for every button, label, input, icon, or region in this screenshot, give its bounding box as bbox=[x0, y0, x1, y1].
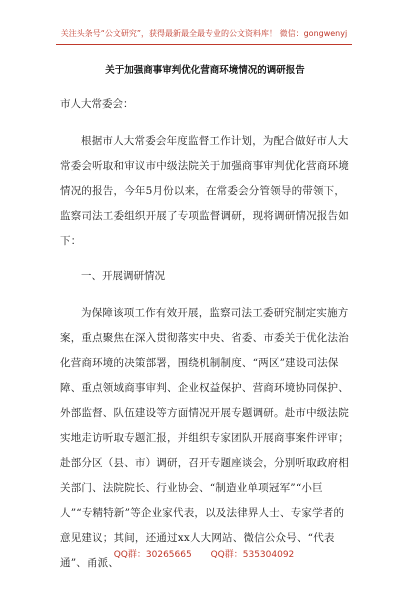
paragraph-body: 为保障该项工作有效开展，监察司法工委研究制定实施方案，重点聚焦在深入贯彻落实中央、省委、市委关于优化法治化营商环境的决策部署，围绕机制制度、“两区”建设司法保障、重点领域商事审判、企业权益保护、营商环境协同保护、外部监督、队伍建设等方面情况开展专题调研。赴市中级法院实地走访听取专题汇报，并组织专家团队开展商事案件评审；赴部分区（县、市）调研，召开专题座谈会，分别听取政府相关部门、法院院长、行业协会、“制造业单项冠军”“小巨人”“专精特新”等企业家代表，以及法律界人士、专家学者的意见建议；其间，还通过xx人大网站、微信公众号、“代表通”、甬派、 bbox=[60, 307, 349, 569]
header-rule bbox=[56, 44, 352, 45]
document-body bbox=[60, 62, 350, 590]
section-heading: 一、开展调研情况 bbox=[81, 270, 165, 282]
footer-qq1: QQ群：30265665 bbox=[113, 550, 192, 560]
footer-qq2: QQ群：535304092 bbox=[210, 550, 295, 560]
header-notice: 关注头条号“公文研究”，获得最新最全最专业的公文资料库！ 微信：gongwenyj bbox=[60, 29, 348, 38]
paragraph-intro: 根据市人大常委会年度监督工作计划，为配合做好市人大常委会听取和审议市中级法院关于加强商事审判优化营商环境情况的报告，今年5月份以来，在常委会分管领导的带领下，监察司法工委组织开展了专项监督调研，现将调研情况报告如下： bbox=[60, 135, 349, 247]
addressee: 市人大常委会： bbox=[60, 98, 134, 110]
footer bbox=[0, 547, 408, 560]
document-title: 关于加强商事审判优化营商环境情况的调研报告 bbox=[105, 65, 305, 76]
